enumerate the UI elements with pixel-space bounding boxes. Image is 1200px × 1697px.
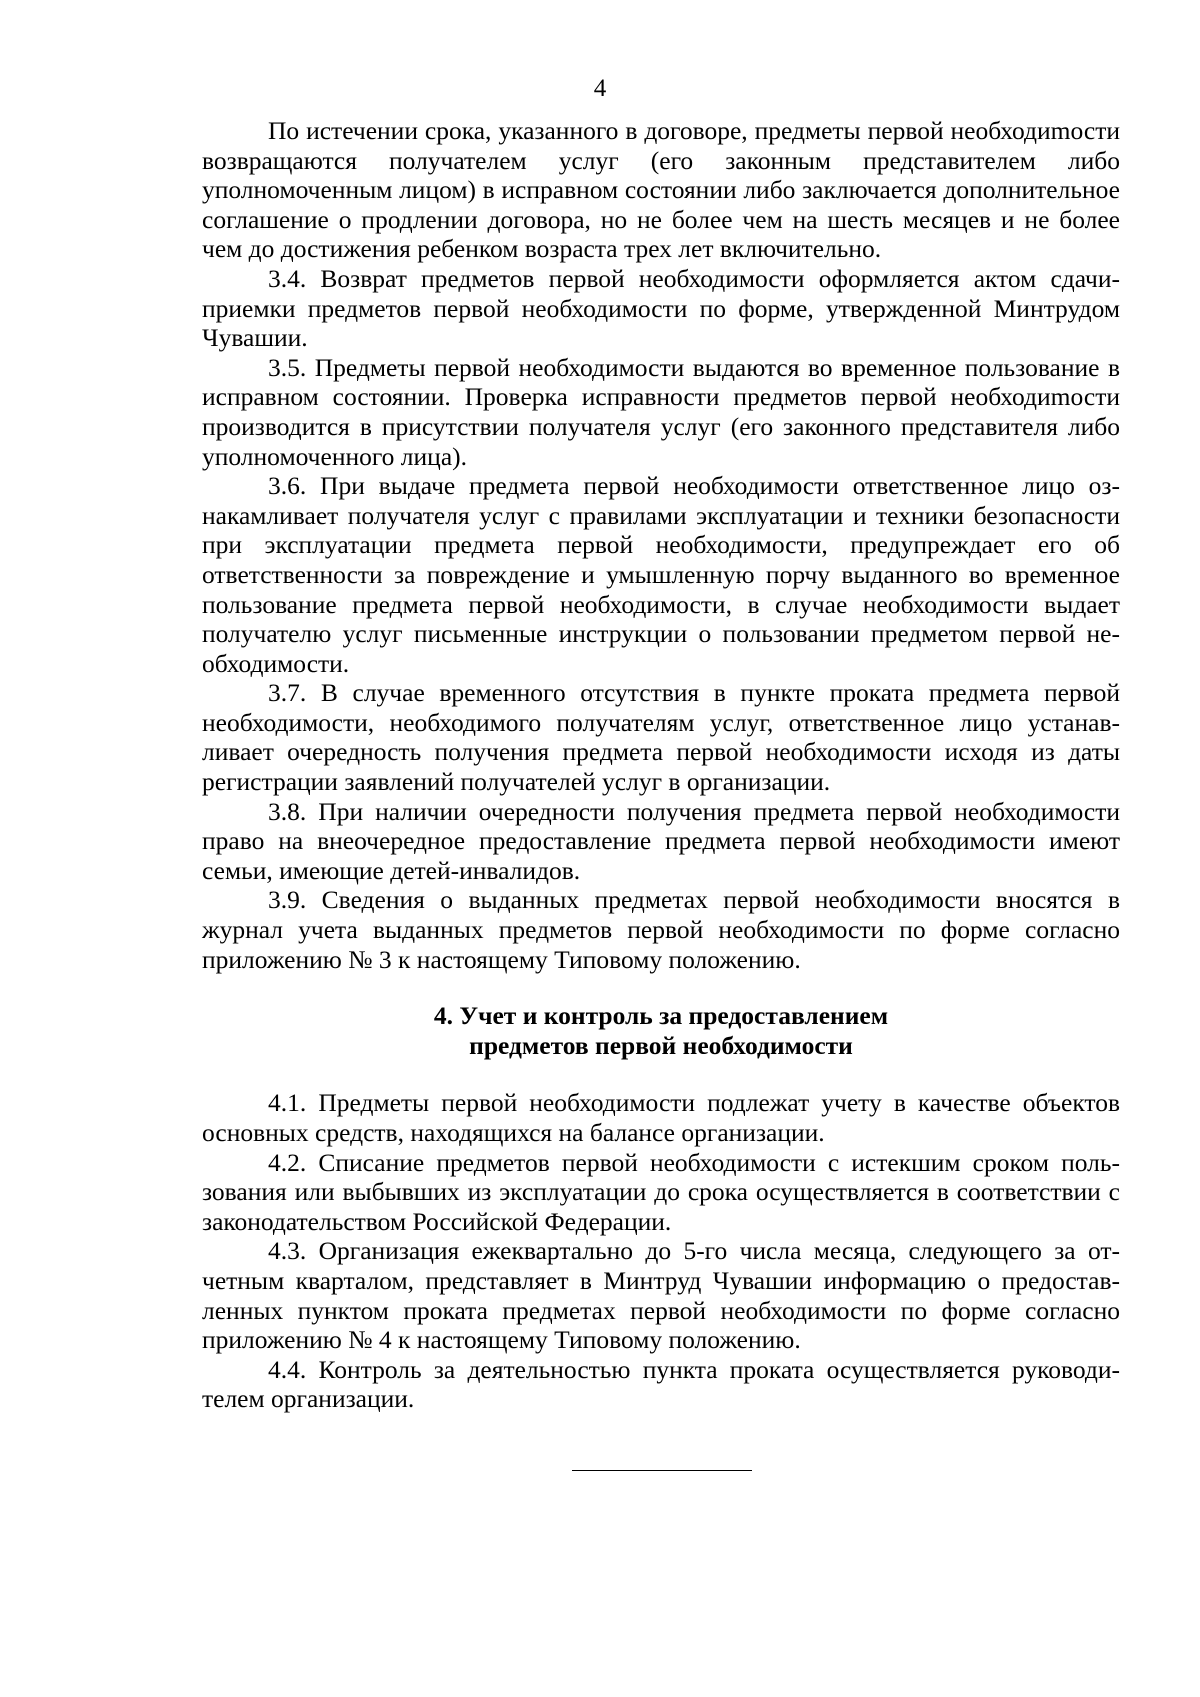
paragraph-3-9: 3.9. Сведения о выданных предметах первой необходимости вносятся в журнал учета выданных предметов первой необходимости по форме согласно приложению № 3 к настоящему Типовому положению. xyxy=(202,885,1120,974)
document-body xyxy=(202,116,1120,1414)
paragraph-3-7: 3.7. В случае временного отсутствия в пункте проката предмета первой необходимости, необходимого получателям услуг, ответственное лицо устанавливает очередность получения предмета первой необходимости исходя из даты регистрации заявлений получателей услуг в организации. xyxy=(202,678,1120,797)
paragraph-4-1: 4.1. Предметы первой необходимости подлежат учету в качестве объектов основных средств, находящихся на балансе организации. xyxy=(202,1088,1120,1147)
paragraph-return-of-items: По истечении срока, указанного в договоре, предметы первой необходиmости возвращаются получателем услуг (его законным представителем либо уполномоченным лицом) в исправном состоянии либо заключается дополнительное соглашение о продлении договора, но не более чем на шесть месяцев и не более чем до достижения ребенком возраста трех лет включительно. xyxy=(202,116,1120,264)
section-heading-line-2: предметов первой необходимости xyxy=(469,1030,853,1060)
paragraph-3-4: 3.4. Возврат предметов первой необходимости оформляется актом сдачи-приемки предметов первой необходимости по форме, утвержденной Минтрудом Чувашии. xyxy=(202,263,1120,353)
paragraph-4-2: 4.2. Списание предметов первой необходимости с истекшим сроком пользования или выбывших из эксплуатации до срока осуществляется в соответствии с законодательством Российской Федерации. xyxy=(202,1147,1120,1236)
section-heading xyxy=(202,1001,1120,1060)
paragraph-3-5: 3.5. Предметы первой необходимости выдаются во временное пользование в исправном состоянии. Проверка исправности предметов первой необходиmости производится в присутствии получателя услуг (его законного представителя либо уполномоченного лица). xyxy=(202,352,1120,471)
paragraph-3-6: 3.6. При выдаче предмета первой необходимости ответственное лицо ознакамливает получателя услуг с правилами эксплуатации и техники безопасности при эксплуатации предмета первой необходимости, предупреждает его об ответственности за повреждение и умышленную порчу выданного во временное пользование предмета первой необходимости, в случае необходимости выдает получателю услуг письменные инструкции о пользовании предметом первой необходимости. xyxy=(202,471,1120,678)
paragraph-4-3: 4.3. Организация ежеквартально до 5-го числа месяца, следующего за отчетным кварталом, представляет в Минтруд Чувашии информацию о предоставленных пунктом проката предметах первой необходимости по форме согласно приложению № 4 к настоящему Типовому положению. xyxy=(202,1236,1120,1355)
paragraph-4-4: 4.4. Контроль за деятельностью пункта проката осуществляется руководителем организации. xyxy=(202,1354,1120,1414)
page-number: 4 xyxy=(593,75,607,102)
end-of-document-rule xyxy=(572,1470,752,1471)
section-heading-line-1: 4. Учет и контроль за предоставлением xyxy=(433,1001,889,1031)
paragraph-3-8: 3.8. При наличии очередности получения предмета первой необходимости право на внеочередное предоставление предмета первой необходимости имеют семьи, имеющие детей-инвалидов. xyxy=(202,796,1120,885)
